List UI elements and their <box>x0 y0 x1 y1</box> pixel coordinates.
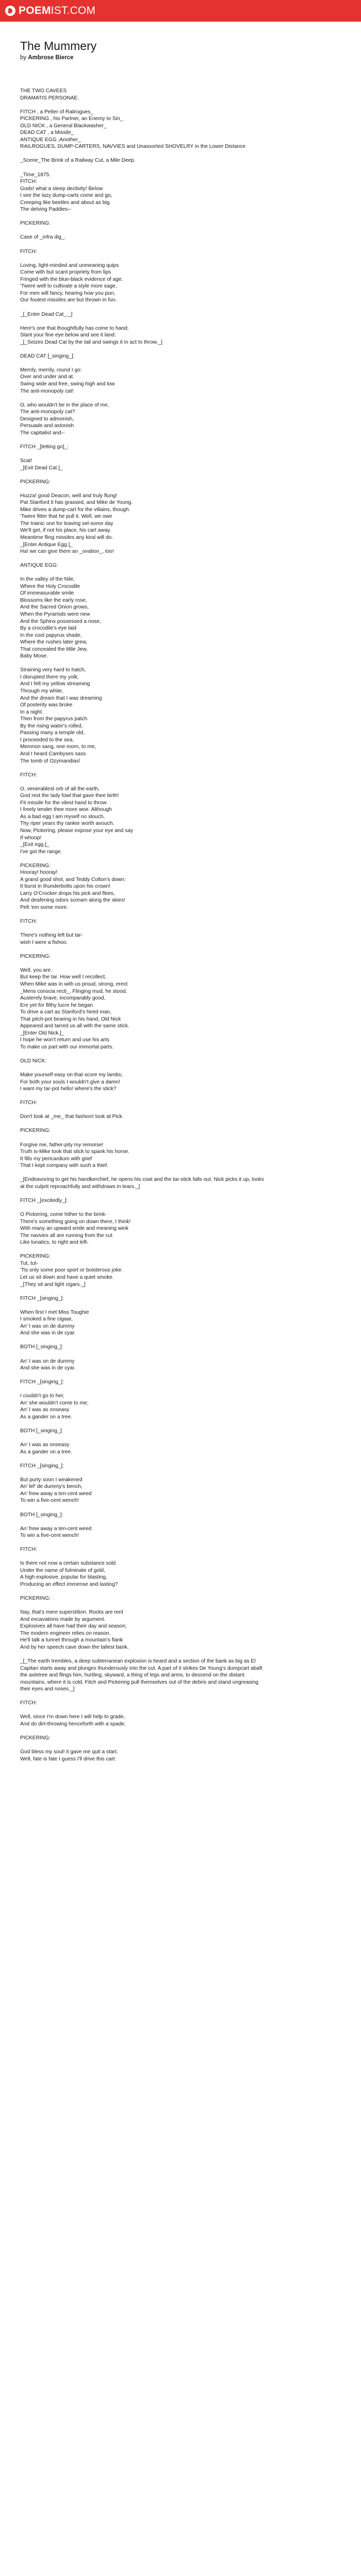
byline-prefix: by <box>20 55 27 61</box>
poem-author[interactable]: Ambrose Bierce <box>28 55 74 61</box>
site-logo-text <box>19 5 95 17</box>
logo-bold-text: POEM <box>19 5 51 16</box>
poem-container <box>0 39 268 1762</box>
logo-light-text: IST.COM <box>51 5 96 16</box>
poem-body: THE TWO CAVEES DRAMATIS PERSONAE. FITCH , a Pelter of Railrogues_ PICKERING , his Partner, an Enemy to Sin_ OLD NICK , a General Blackwasher_ DEAD CAT , a Missile_ ANTIQUE EGG ,Another_ RAILROGUES, DUMP-CARTERS, NAVVIES and Unassorted SHOVELRY in the Lower Distance _Scene_The Brink of a Railway Cut, a Mile Deep. _Time_1875. FITCH: Gods! what a steep declivity! Below I see the lazy dump-carts come and go, Creeping like beetles and about as big. The delving Paddies-- PICKERING: Case of _infra dig_. FITCH: Loving, light-minded and unmeaning quips Come with but scant propriety from lips Fringed with the blue-black evidence of age. 'Twere well to cultivate a style more sage, For men will fancy, hearing how you pun, Our foulest missiles are but thrown in fun. _[_Enter Dead Cat_._] Here's one that thoughtfully has come to hand; Slant your fine eye below and see it land. _[_Seizes Dead Cat by the tail and swings it in act to throw._] DEAD CAT [_singing_]: Merrily, merrily, round I go: Over and under and at. Swing wide and free, swing high and low The anti-monopoly cat! O, who wouldn't be in the place of me, The anti-monopoly cat? Designed to admonish, Persuade and astonish The capitalist and-- FITCH _[letting go]_: Scat! _[Exit Dead Cat.]_ PICKERING: Huzza! good Deacon, well and truly flung! Pat Stanford it has grassed, and Mike de Young. Mike drives a dump-cart for the villains, though. 'Twere fitter that he pull it. Well, we owe The trainic one for leaving sel-some day We'll get, if not his place, his cart away. Meantime fling missiles any kind will do. _[Enter Antique Egg.]_ Ha! we can give them an _ovation_, too! ANTIQUE EGG: In the valley of the Nile, Where the Holy Crocodile Of immeasurable smile Blossoms like the early rose, And the Sacred Onion grows, When the Pyramids were new And the Sphinx possessed a nose, By a crocodile's eye laid In the cool papyrus shade, Where the rushes later grew, That concealed the little Jew, Baby Mose. Straining very hard to hatch, I disrupted there my yolk; And I felt my yellow streaming Through my white, And the dream that I was dreaming Of posterity was broke In a night. Then from the papyrus patch By the rising water's rolled, Passing many a temple old, I proceeded to the sea. Memnon sang, one morn, to me, And I heard Cambyses sass The tomb of Ozymandias! FITCH: O, venerablest orb of all the earth, God rest the lady fowl that gave thee birth! Fit missile for the vilest hand to throw I freely tender thee more woe. Although As a bad egg I am myself no slouch, Thy riper years thy ranker worth avouch. Now, Pickering, please expose your eye and say If whoop! _[Exit egg.]_ I've got the range. PICKERING: Hooray! hooray! A grand good shot, and Teddy Colton's down: It burst in thunderbolts upon his crown! Larry O'Crocker drops his pick and flees, And deafening odors scream along the skies! Pelt 'em some more. FITCH: There's nothing left but tar- wish I were a fishoo. PICKERING: Well, you are. But keep the tar. How well I recollect, When Mike was in with us proud, strong, erect _Mens conscia recti_, Flinging mud, he stood, Austerely brave, incomparably good, Ere yet for filthy lucre he began To drive a cart as Stanford's hired man, That pitch-pot bearing in his hand, Old Nick Appeared and tarred us all with the same stick. _[Enter Old Nick.]_ I hope he won't return and use his arts To make us part with our immortal parts. OLD NICK: Make yourself easy on that score my lambs; For both your souls I wouldn't give a damn! I want my tar-pot hello! where's the stick? FITCH: Don't look at _me_ that fashion! look at Pick. PICKERING: Forgive me, father-pity my remorse! Truth is-Mike took that stick to spank his horse. It fills my pericardium with grief That I kept company with such a thief. _[Endeavoring to get his handkerchief, he opens his coat and the tar-stick falls out. Nick picks it up, looks at the culprit reproachfully and withdraws in tears._] FITCH _[excitedly_]: O Pickering, come hither to the brink- There's something going on down there, I think! With many an upward smile and meaning wink The navvies all are running from the cut Like lunatics, to right and left- PICKERING: Tut, tut- 'Tis only some poor sport or boisterous joke. Let us sit down and have a quiet smoke. _[They sit and light cigars._] FITCH _[singing_]: When first I met Miss Toughie I smoked a fine cigaar, An' I was on de dummy And she was in de cyar. BOTH [_singing_]: An' I was on de dummy And she was in de cyar. FITCH _[singing_]: I couldn't go to her, An' she wouldn't come to me; An' I was as onseasy As a gander on a tree. BOTH [_singing_]: An' I was as onseasy As a gander on a tree. FITCH _[singing_]: But purty soon I weakened An' lef' de dummy's bench, An' frew away a ten-cent weed To win a five-cent wench! BOTH [_singing_]: An' frew away a ten-cent weed To win a five-cent wench! FITCH: Is there not now a certain substance sold Under the name of fulminate of gold, A high explosive, popular for blasting, Producing an effect immense and lasting? PICKERING: Nay, that's mere superstition. Rocks are rent And excavations made by argument. Explosives all have had their day and season; The modern engineer relies on reason. He'll talk a tunnel through a mountain's flank And by her speech cave down the tallest bank. _[_The earth trembles, a deep subterranean explosion is heard and a section of the bank as big as El Capitan starts away and plunges thunderously into the cut. A part of it strikes De Young's dumpcart abaft the axletree and flings him, hurtling, skyward, a thing of legs and arms, to descend on the distant mountains, where it is cold. Fitch and Pickering pull themselves out of the debris and stand ungreasing their eyes and noses._] FITCH: Well, since I'm down here I will help to grade, And do dirt-throwing henceforth with a spade. PICKERING: God bless my soul! it gave me quit a start. Well, fate is fate I guess I'll drive this cart. <box>20 88 264 1762</box>
site-logo-link[interactable] <box>5 5 95 17</box>
poem-byline <box>20 55 268 61</box>
site-header <box>0 0 361 22</box>
speech-bubble-logo-icon <box>5 6 15 16</box>
poem-title: The Mummery <box>20 39 97 53</box>
